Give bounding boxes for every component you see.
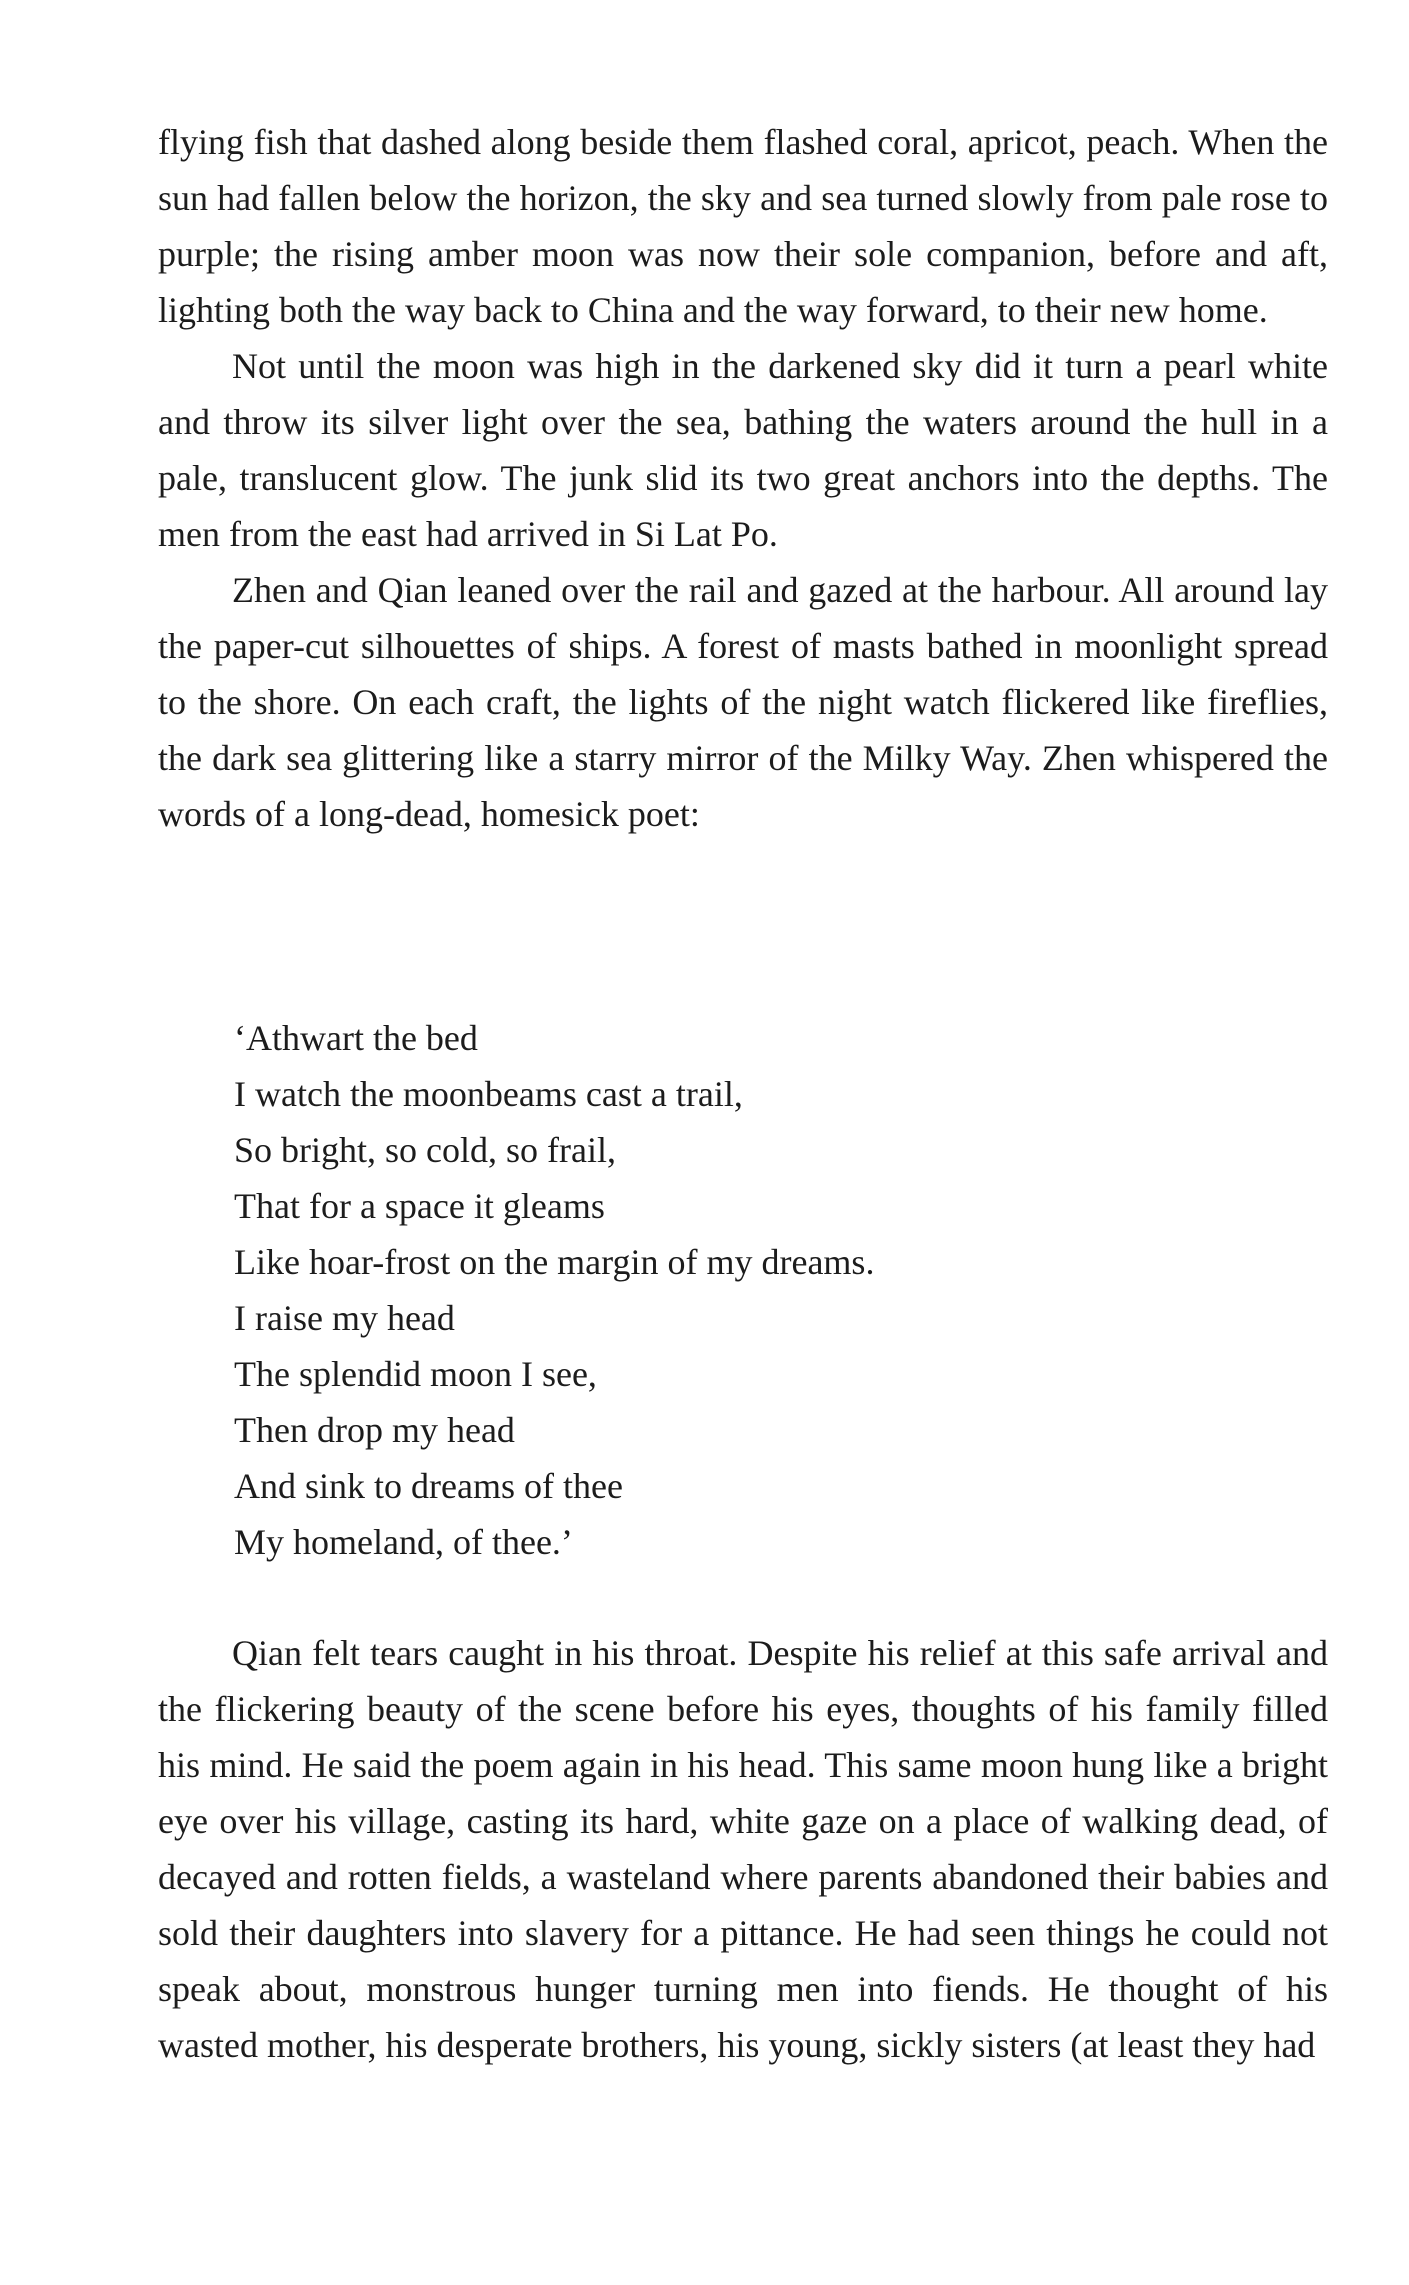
poem-line: I raise my head xyxy=(234,1298,455,1338)
prose-block-bottom xyxy=(158,1625,1328,2073)
poem-line: Like hoar-frost on the margin of my dreams. xyxy=(234,1242,875,1282)
poem-line: So bright, so cold, so frail, xyxy=(234,1130,616,1170)
poem-line: The splendid moon I see, xyxy=(234,1354,597,1394)
poem-line: And sink to dreams of thee xyxy=(234,1466,623,1506)
poem-line: That for a space it gleams xyxy=(234,1186,605,1226)
poem-line: Then drop my head xyxy=(234,1410,515,1450)
poem xyxy=(234,1010,1134,1570)
poem-line: I watch the moonbeams cast a trail, xyxy=(234,1074,743,1114)
paragraph: Qian felt tears caught in his throat. Despite his relief at this safe arrival and the flickering beauty of the scene before his eyes, thoughts of his family filled his mind. He said the poem again in his head. This same moon hung like a bright eye over his village, casting its hard, white gaze on a place of walking dead, of decayed and rotten fields, a wasteland where parents abandoned their babies and sold their daughters into slavery for a pittance. He had seen things he could not speak about, monstrous hunger turning men into fiends. He thought of his wasted mother, his desperate brothers, his young, sickly sisters (at least they had xyxy=(158,1633,1328,2065)
paragraph: flying fish that dashed along beside them flashed coral, apricot, peach. When the sun had fallen below the horizon, the sky and sea turned slowly from pale rose to purple; the rising amber moon was now their sole companion, before and aft, lighting both the way back to China and the way forward, to their new home. xyxy=(158,122,1328,330)
paragraph: Not until the moon was high in the darkened sky did it turn a pearl white and throw its silver light over the sea, bathing the waters around the hull in a pale, translucent glow. The junk slid its two great anchors into the depths. The men from the east had arrived in Si Lat Po. xyxy=(158,346,1328,554)
poem-line: My homeland, of thee.’ xyxy=(234,1522,573,1562)
poem-line: ‘Athwart the bed xyxy=(234,1018,478,1058)
paragraph: Zhen and Qian leaned over the rail and gazed at the harbour. All around lay the paper-cut silhouettes of ships. A forest of masts bathed in moonlight spread to the shore. On each craft, the lights of the night watch flickered like fireflies, the dark sea glittering like a starry mirror of the Milky Way. Zhen whispered the words of a long-dead, homesick poet: xyxy=(158,570,1328,834)
prose-block-top xyxy=(158,114,1328,842)
